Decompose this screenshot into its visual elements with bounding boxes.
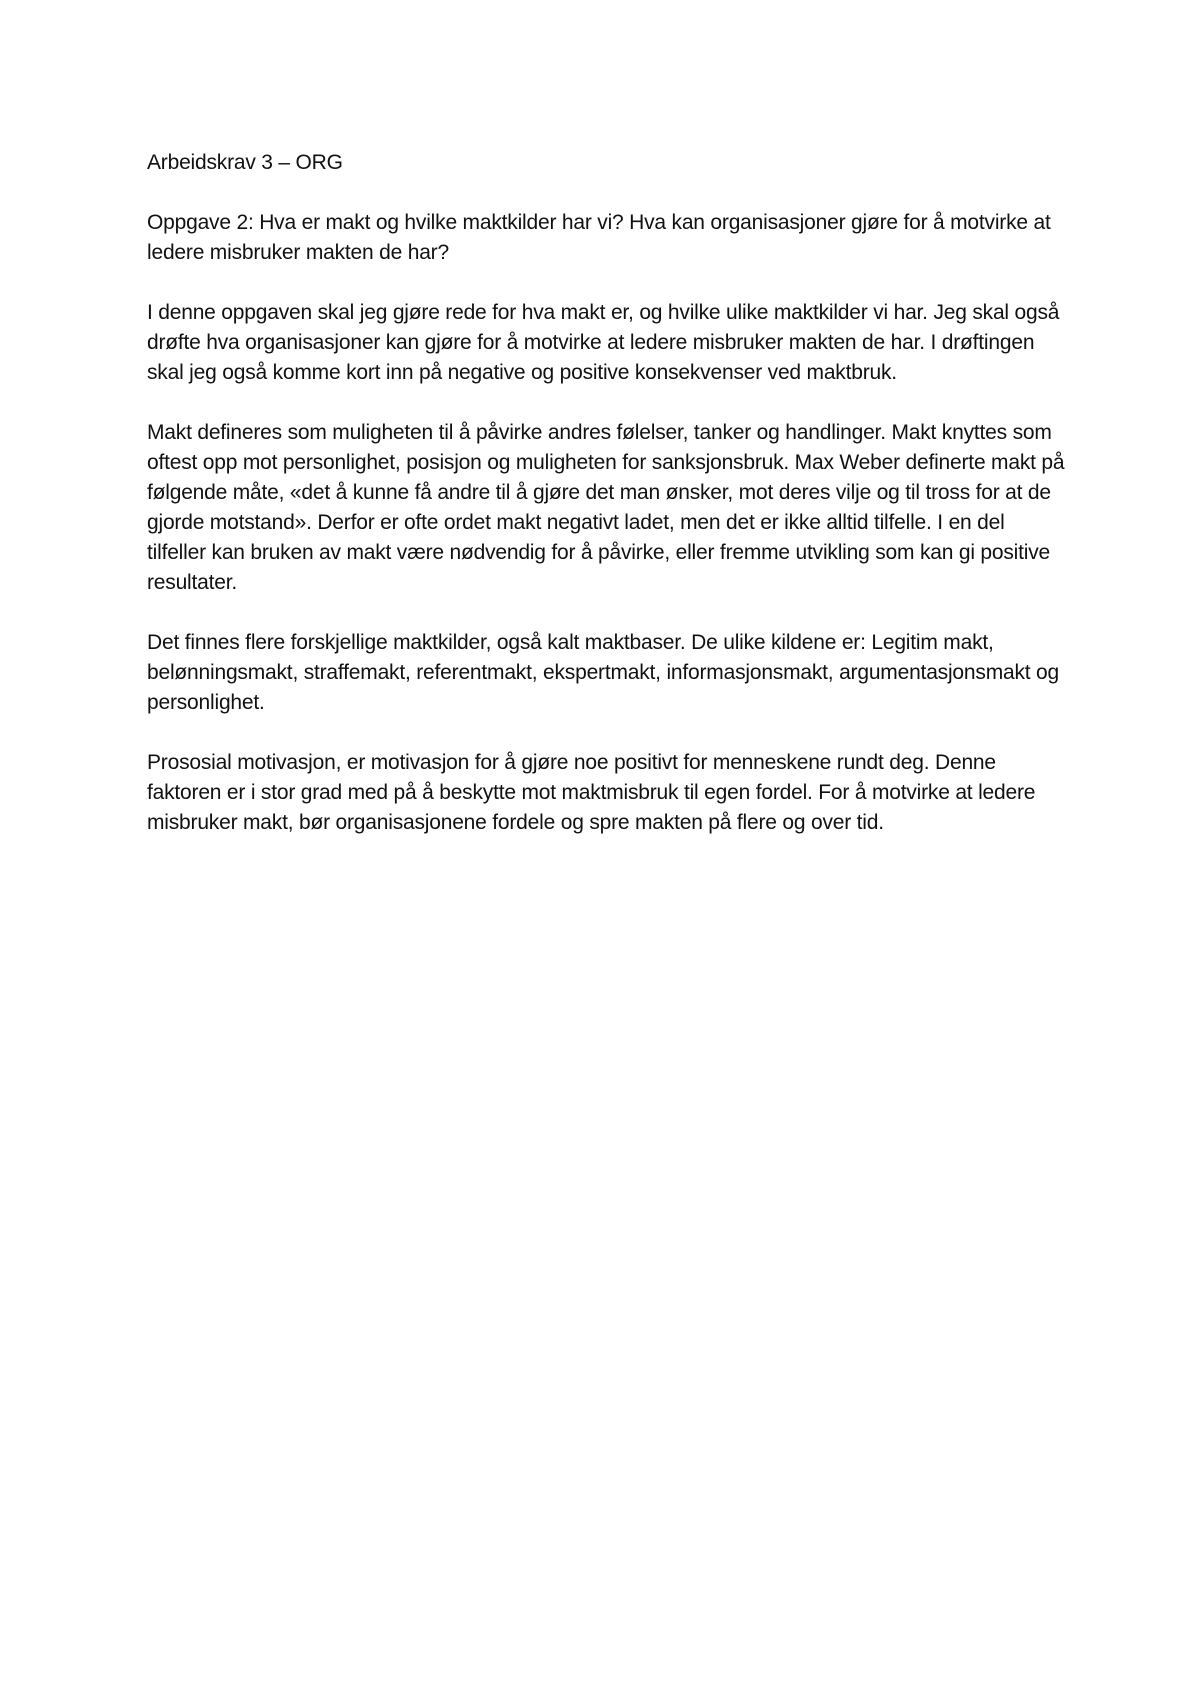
paragraph-introduction: I denne oppgaven skal jeg gjøre rede for hva makt er, og hvilke ulike maktkilder vi har. Jeg skal også drøfte hva organisasjoner kan gjøre for å motvirke at ledere misbruker makten de har. I drøftingen skal jeg også komme kort inn på negative og positive konsekvenser ved maktbruk. [147, 301, 1060, 384]
paragraph-power-definition: Makt defineres som muligheten til å påvirke andres følelser, tanker og handlinger. Makt knyttes som oftest opp mot personlighet, posisjon og muligheten for sanksjonsbruk. Max Weber definerte makt på følgende måte, «det å kunne få andre til å gjøre det man ønsker, mot deres vilje og til tross for at de gjorde motstand». Derfor er ofte ordet makt negativt ladet, men det er ikke alltid tilfelle. I en del tilfeller kan bruken av makt være nødvendig for å påvirke, eller fremme utvikling som kan gi positive resultater. [147, 421, 1065, 594]
paragraph-power-sources: Det finnes flere forskjellige maktkilder, også kalt maktbaser. De ulike kildene er: Legitim makt, belønningsmakt, straffemakt, referentmakt, ekspertmakt, informasjonsmakt, argumentasjonsmakt og personlighet. [147, 631, 1059, 714]
paragraph-prosocial-motivation: Prososial motivasjon, er motivasjon for å gjøre noe positivt for menneskene rundt deg. Denne faktoren er i stor grad med på å beskytte mot maktmisbruk til egen fordel. For å motvirke at ledere misbruker makt, bør organisasjonene fordele og spre makten på flere og over tid. [147, 751, 1036, 834]
document-body [147, 148, 1067, 868]
document-title: Arbeidskrav 3 – ORG [147, 151, 343, 174]
assignment-question: Oppgave 2: Hva er makt og hvilke maktkilder har vi? Hva kan organisasjoner gjøre for å motvirke at ledere misbruker makten de har? [147, 211, 1051, 264]
